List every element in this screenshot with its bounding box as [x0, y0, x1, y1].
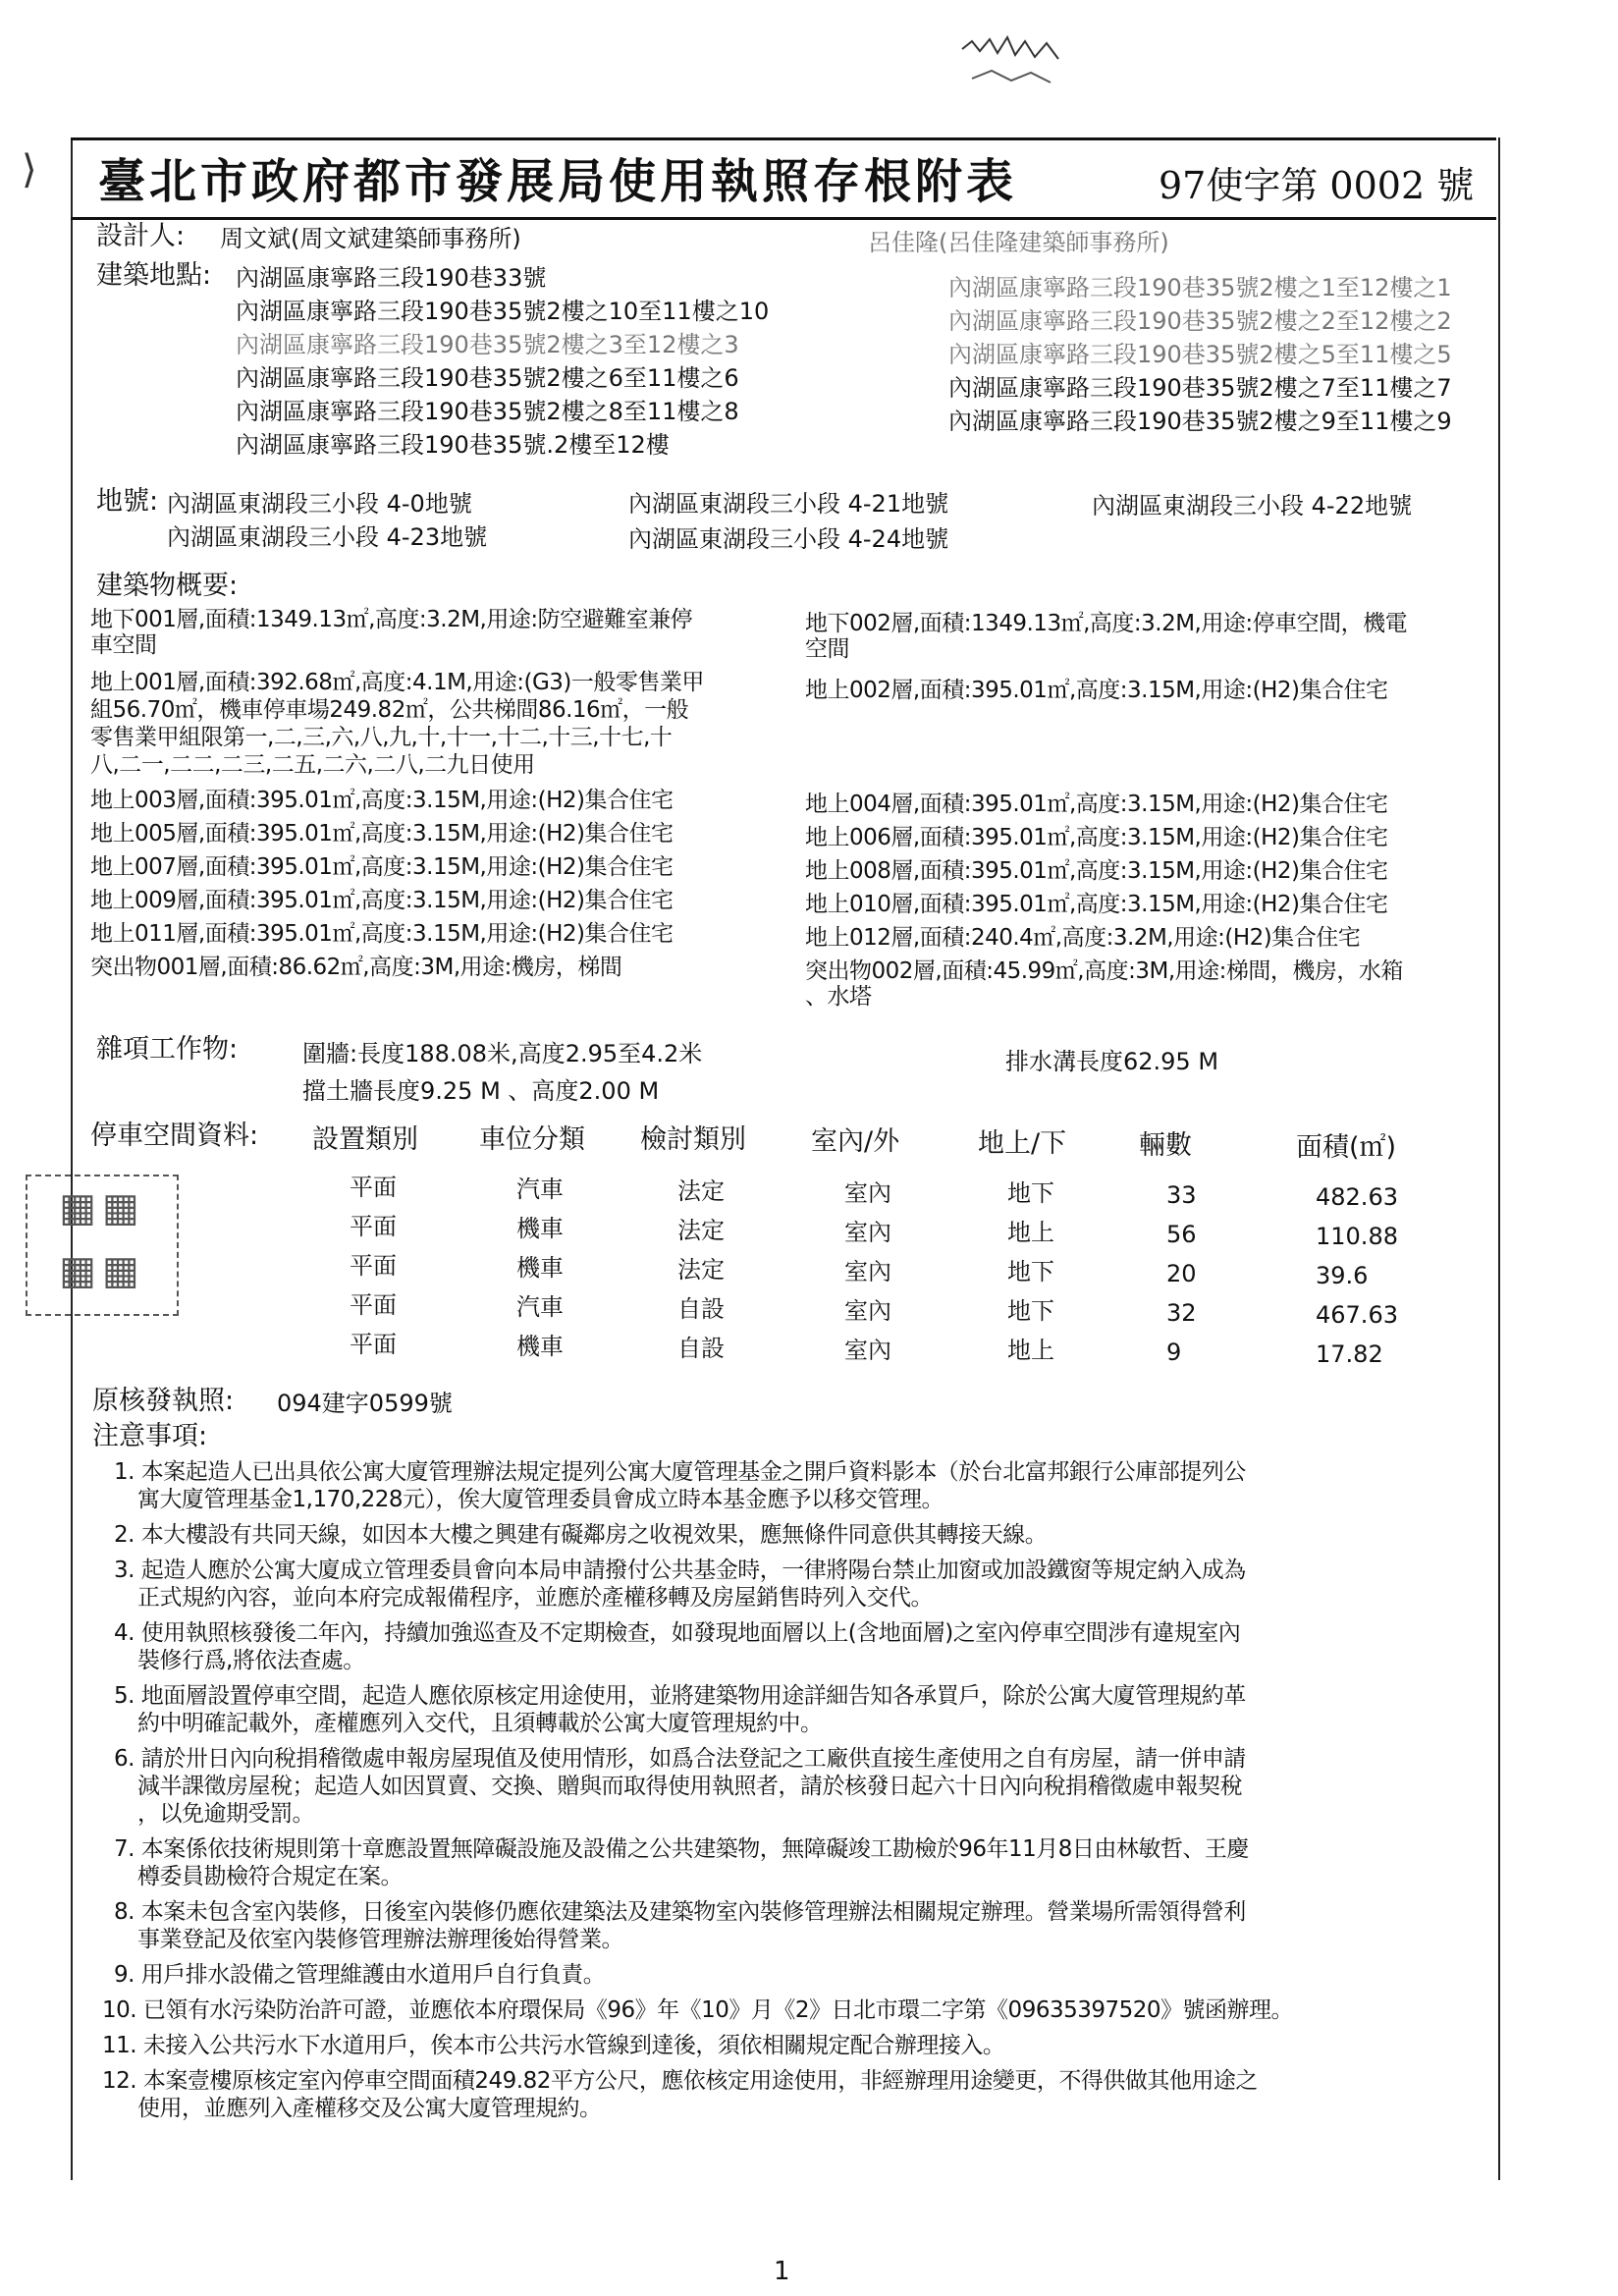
- parking-header: 室內/外: [811, 1126, 900, 1157]
- parking-cell: 平面: [350, 1331, 397, 1358]
- floor-2: 地上002層,面積:395.01㎡,高度:3.15M,用途:(H2)集合住宅: [805, 678, 1388, 703]
- note-item-cont: 約中明確記載外，產權應列入交代，且須轉載於公寓大廈管理規約中。: [137, 1711, 823, 1736]
- note-item-cont: 樽委員勘檢符合規定在案。: [137, 1864, 403, 1889]
- parking-cell: 機車: [516, 1333, 564, 1360]
- parking-cell: 地上: [1007, 1219, 1054, 1246]
- parking-cell: 室內: [844, 1258, 891, 1285]
- parking-cell: 自設: [677, 1295, 725, 1323]
- floor-9: 地上009層,面積:395.01㎡,高度:3.15M,用途:(H2)集合住宅: [90, 888, 674, 913]
- parking-cell: 9: [1166, 1339, 1182, 1366]
- parking-header: 面積(㎡): [1296, 1132, 1397, 1163]
- note-item: 3. 起造人應於公寓大廈成立管理委員會向本局申請撥付公共基金時，一律將陽台禁止加窗或加設鐵窗等規定納入成為: [114, 1558, 1246, 1583]
- note-item: 9. 用戶排水設備之管理維護由水道用戶自行負責。: [114, 1962, 606, 1988]
- parking-cell: 汽車: [516, 1175, 564, 1203]
- lot-label: 地號:: [96, 486, 159, 517]
- lot-item: 內湖區東湖段三小段 4-21地號: [628, 490, 949, 518]
- parking-cell: 法定: [677, 1177, 725, 1205]
- note-item-cont: ，以免逾期受罰。: [137, 1801, 314, 1827]
- parking-cell: 平面: [350, 1291, 397, 1319]
- floor-8: 地上008層,面積:395.01㎡,高度:3.15M,用途:(H2)集合住宅: [805, 858, 1388, 884]
- note-item: 7. 本案係依技術規則第十章應設置無障礙設施及設備之公共建築物，無障礙竣工勘檢於96年11月8日由林敏哲、王慶: [114, 1836, 1249, 1862]
- note-item: 12. 本案壹樓原核定室內停車空間面積249.82平方公尺，應依核定用途使用，非經辦理用途變更，不得供做其他用途之: [102, 2068, 1258, 2094]
- designer-name-2: 呂佳隆(呂佳隆建築師事務所): [868, 229, 1169, 256]
- floor-3: 地上003層,面積:395.01㎡,高度:3.15M,用途:(H2)集合住宅: [90, 788, 674, 813]
- parking-cell: 室內: [844, 1297, 891, 1325]
- notes-label: 注意事項:: [92, 1421, 208, 1451]
- site-address: 內湖區康寧路三段190巷35號2樓之3至12樓之3: [236, 331, 739, 358]
- scan-scribble-mark: [952, 29, 1070, 98]
- parking-cell: 56: [1166, 1221, 1197, 1248]
- parking-cell: 機車: [516, 1254, 564, 1282]
- parking-cell: 39.6: [1316, 1262, 1369, 1289]
- official-seal-stamp: ▦▦ ▦▦: [26, 1175, 179, 1316]
- parking-cell: 汽車: [516, 1293, 564, 1321]
- parking-cell: 室內: [844, 1337, 891, 1364]
- parking-cell: 平面: [350, 1174, 397, 1201]
- floor-b1: 地下001層,面積:1349.13㎡,高度:3.2M,用途:防空避難室兼停: [90, 607, 693, 632]
- floor-1-cont: 零售業甲組限第一,二,三,六,八,九,十,十一,十二,十三,十七,十: [90, 725, 673, 750]
- document-title: 臺北市政府都市發展局使用執照存根附表: [98, 154, 1018, 209]
- parking-cell: 地下: [1007, 1179, 1054, 1207]
- original-permit-value: 094建字0599號: [277, 1390, 453, 1417]
- parking-cell: 33: [1166, 1181, 1197, 1209]
- site-address: 內湖區康寧路三段190巷33號: [236, 264, 547, 292]
- parking-cell: 平面: [350, 1252, 397, 1280]
- floor-b2: 地下002層,面積:1349.13㎡,高度:3.2M,用途:停車空間，機電: [805, 611, 1408, 636]
- floor-b2-cont: 空間: [805, 636, 849, 662]
- site-address: 內湖區康寧路三段190巷35號2樓之2至12樓之2: [948, 307, 1452, 335]
- parking-header: 設置類別: [312, 1124, 418, 1155]
- parking-cell: 482.63: [1316, 1183, 1398, 1211]
- floor-1-cont: 八,二一,二二,二三,二五,二六,二八,二九日使用: [90, 752, 535, 778]
- floor-6: 地上006層,面積:395.01㎡,高度:3.15M,用途:(H2)集合住宅: [805, 825, 1388, 850]
- note-item: 1. 本案起造人已出具依公寓大廈管理辦法規定提列公寓大廈管理基金之開戶資料影本（於台北富邦銀行公庫部提列公: [114, 1459, 1246, 1485]
- floor-11: 地上011層,面積:395.01㎡,高度:3.15M,用途:(H2)集合住宅: [90, 921, 674, 947]
- floor-4: 地上004層,面積:395.01㎡,高度:3.15M,用途:(H2)集合住宅: [805, 792, 1388, 817]
- parking-label: 停車空間資料:: [90, 1121, 259, 1151]
- designer-name-1: 周文斌(周文斌建築師事務所): [220, 225, 521, 252]
- lot-item: 內湖區東湖段三小段 4-24地號: [628, 525, 949, 553]
- site-address: 內湖區康寧路三段190巷35號2樓之7至11樓之7: [948, 374, 1452, 402]
- note-item: 10. 已領有水污染防治許可證，並應依本府環保局《96》年《10》月《2》日北市環二字第《09635397520》號函辦理。: [102, 1997, 1294, 2023]
- overview-label: 建築物概要:: [96, 571, 239, 601]
- note-item-cont: 事業登記及依室內裝修管理辦法辦理後始得營業。: [137, 1927, 623, 1952]
- roof-2-cont: 、水塔: [805, 984, 872, 1010]
- note-item-cont: 減半課徵房屋稅；起造人如因買賣、交換、贈與而取得使用執照者，請於核發日起六十日內向稅捐稽徵處申報契稅: [137, 1774, 1242, 1799]
- parking-cell: 110.88: [1316, 1223, 1398, 1250]
- floor-b1-cont: 車空間: [90, 632, 157, 658]
- note-item: 4. 使用執照核發後二年內，持續加強巡查及不定期檢查，如發現地面層以上(含地面層)之室內停車空間涉有違規室內: [114, 1620, 1241, 1646]
- parking-cell: 地上: [1007, 1337, 1054, 1364]
- roof-2: 突出物002層,面積:45.99㎡,高度:3M,用途:梯間，機房，水箱: [805, 958, 1403, 984]
- parking-cell: 32: [1166, 1299, 1197, 1327]
- parking-cell: 室內: [844, 1179, 891, 1207]
- misc-label: 雜項工作物:: [96, 1034, 239, 1065]
- scan-edge-mark: ⟩: [22, 147, 37, 192]
- site-address: 內湖區康寧路三段190巷35號2樓之10至11樓之10: [236, 298, 770, 325]
- parking-cell: 法定: [677, 1256, 725, 1284]
- parking-header: 輛數: [1139, 1130, 1192, 1161]
- parking-cell: 467.63: [1316, 1301, 1398, 1329]
- parking-cell: 自設: [677, 1335, 725, 1362]
- parking-cell: 20: [1166, 1260, 1197, 1287]
- parking-cell: 地下: [1007, 1258, 1054, 1285]
- site-address: 內湖區康寧路三段190巷35號2樓之1至12樓之1: [948, 274, 1452, 301]
- floor-7: 地上007層,面積:395.01㎡,高度:3.15M,用途:(H2)集合住宅: [90, 854, 674, 880]
- note-item: 5. 地面層設置停車空間，起造人應依原核定用途使用，並將建築物用途詳細告知各承買戶，除於公寓大廈管理規約革: [114, 1683, 1246, 1709]
- note-item: 8. 本案未包含室內裝修，日後室內裝修仍應依建築法及建築物室內裝修管理辦法相關規定辦理。營業場所需領得營利: [114, 1899, 1246, 1925]
- site-address: 內湖區康寧路三段190巷35號2樓之5至11樓之5: [948, 341, 1452, 368]
- floor-12: 地上012層,面積:240.4㎡,高度:3.2M,用途:(H2)集合住宅: [805, 925, 1361, 951]
- note-item-cont: 正式規約內容，並向本府完成報備程序，並應於產權移轉及房屋銷售時列入交代。: [137, 1585, 933, 1611]
- floor-10: 地上010層,面積:395.01㎡,高度:3.15M,用途:(H2)集合住宅: [805, 892, 1388, 917]
- parking-cell: 17.82: [1316, 1340, 1383, 1368]
- parking-header: 地上/下: [978, 1128, 1067, 1159]
- floor-1: 地上001層,面積:392.68㎡,高度:4.1M,用途:(G3)一般零售業甲: [90, 670, 704, 695]
- parking-header: 檢討類別: [640, 1124, 746, 1155]
- permit-number: 97使字第 0002 號: [1159, 164, 1475, 207]
- original-permit-label: 原核發執照:: [92, 1386, 235, 1416]
- designer-label: 設計人:: [96, 221, 186, 251]
- parking-cell: 法定: [677, 1217, 725, 1244]
- site-label: 建築地點:: [96, 260, 212, 291]
- parking-cell: 平面: [350, 1213, 397, 1240]
- page-number: 1: [774, 2257, 790, 2286]
- site-address: 內湖區康寧路三段190巷35號2樓之8至11樓之8: [236, 398, 739, 425]
- floor-5: 地上005層,面積:395.01㎡,高度:3.15M,用途:(H2)集合住宅: [90, 821, 674, 847]
- site-address: 內湖區康寧路三段190巷35號2樓之6至11樓之6: [236, 364, 739, 392]
- note-item-cont: 使用，並應列入產權移交及公寓大廈管理規約。: [137, 2096, 602, 2121]
- note-item-cont: 寓大廈管理基金1,170,228元），俟大廈管理委員會成立時本基金應予以移交管理。: [137, 1487, 944, 1512]
- parking-header: 車位分類: [479, 1124, 585, 1155]
- note-item-cont: 裝修行爲,將依法查處。: [137, 1648, 365, 1673]
- note-item: 2. 本大樓設有共同天線，如因本大樓之興建有礙鄰房之收視效果，應無條件同意供其轉接天線。: [114, 1522, 1048, 1548]
- parking-cell: 室內: [844, 1219, 891, 1246]
- misc-drain: 排水溝長度62.95 M: [1005, 1048, 1219, 1075]
- parking-cell: 機車: [516, 1215, 564, 1242]
- parking-cell: 地下: [1007, 1297, 1054, 1325]
- floor-1-cont: 組56.70㎡，機車停車場249.82㎡，公共梯間86.16㎡，一般: [90, 697, 689, 723]
- lot-item: 內湖區東湖段三小段 4-0地號: [167, 490, 472, 518]
- note-item: 6. 請於卅日內向稅捐稽徵處申報房屋現值及使用情形，如爲合法登記之工廠供直接生產使用之自有房屋，請一併申請: [114, 1746, 1246, 1772]
- site-address: 內湖區康寧路三段190巷35號.2樓至12樓: [236, 431, 670, 459]
- misc-wall: 圍牆:長度188.08米,高度2.95至4.2米: [302, 1040, 703, 1067]
- lot-item: 內湖區東湖段三小段 4-22地號: [1092, 492, 1413, 519]
- note-item: 11. 未接入公共污水下水道用戶，俟本市公共污水管線到達後，須依相關規定配合辦理接入。: [102, 2033, 1005, 2058]
- roof-1: 突出物001層,面積:86.62㎡,高度:3M,用途:機房，梯間: [90, 955, 622, 980]
- lot-item: 內湖區東湖段三小段 4-23地號: [167, 523, 488, 551]
- misc-retaining-wall: 擋土牆長度9.25 M 、高度2.00 M: [302, 1077, 660, 1105]
- site-address: 內湖區康寧路三段190巷35號2樓之9至11樓之9: [948, 408, 1452, 435]
